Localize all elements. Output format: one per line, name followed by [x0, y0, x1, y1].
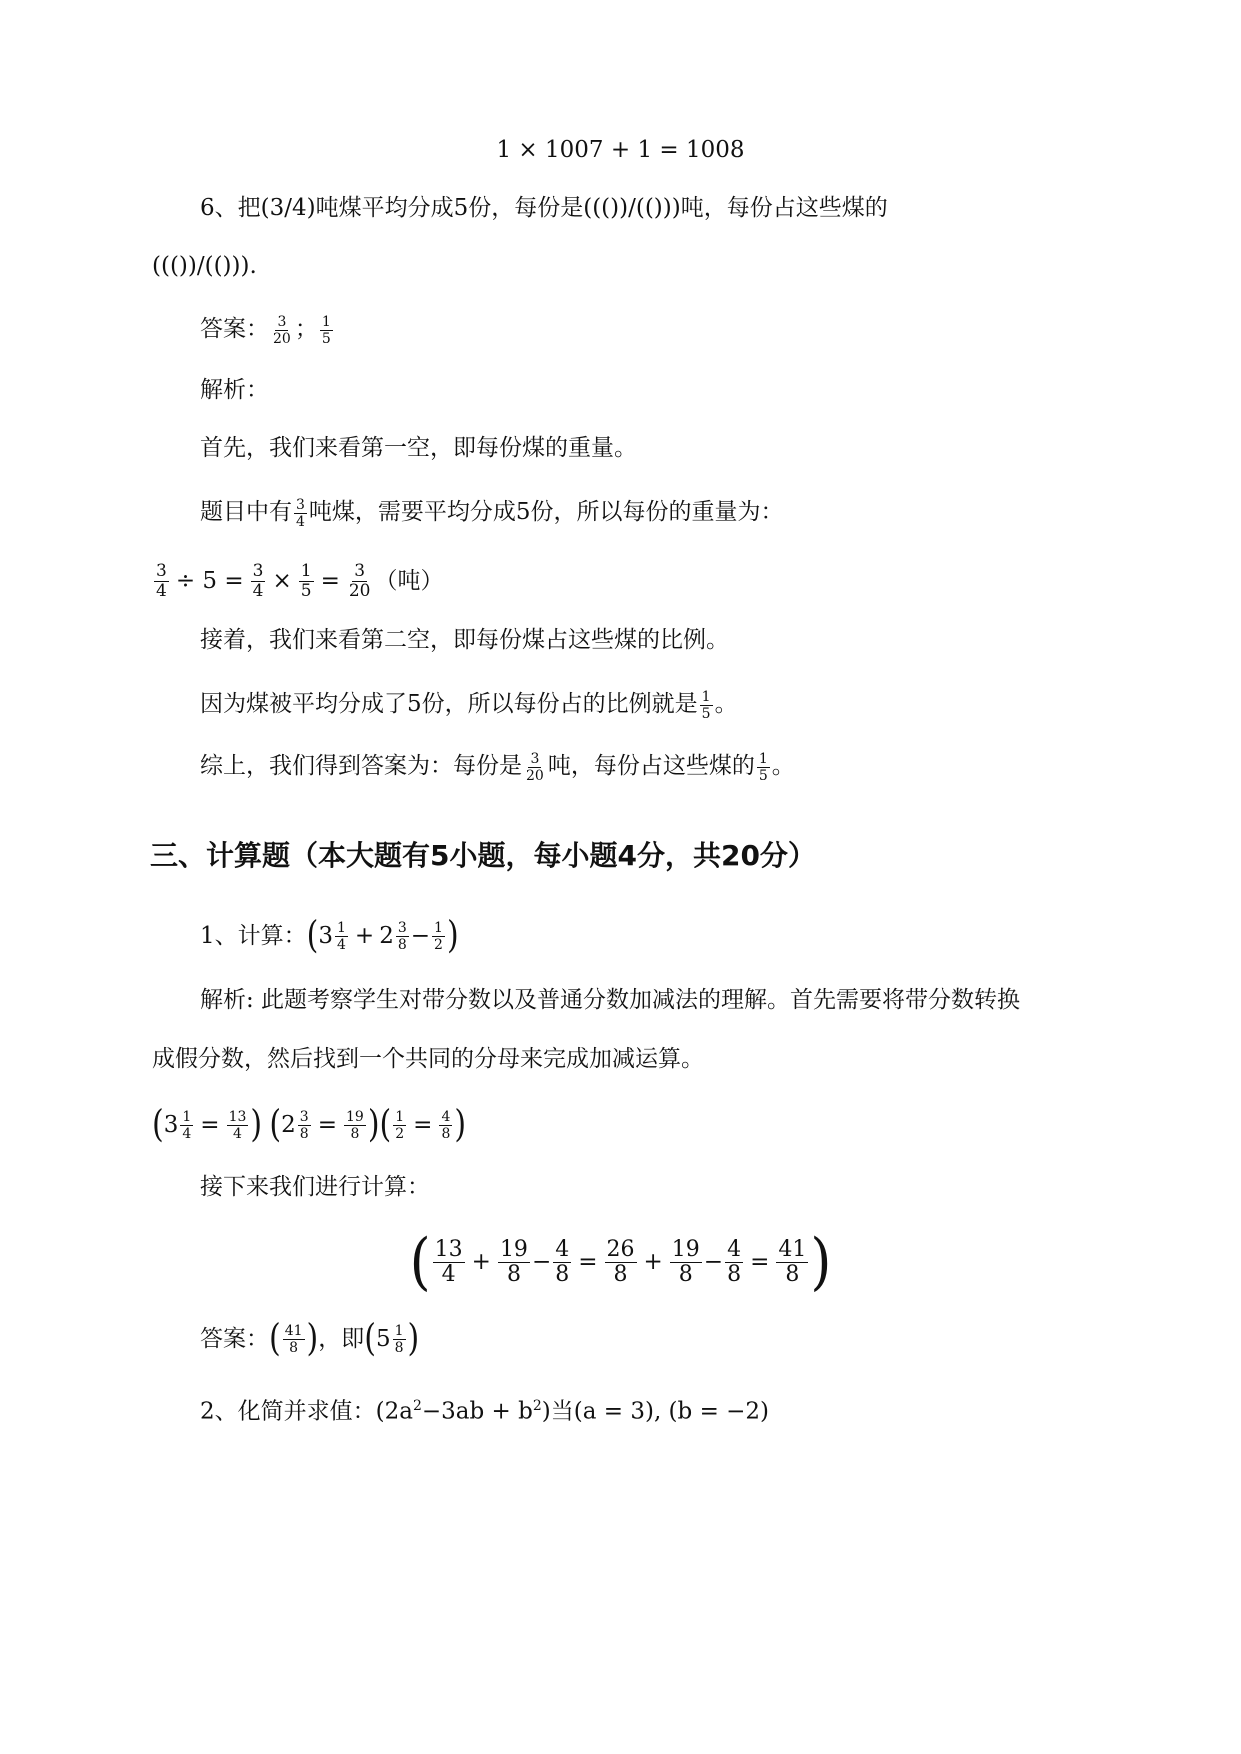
q6-next-paragraph: 接着，我们来看第二空，即每份煤占这些煤的比例。	[200, 627, 729, 653]
c1-analysis-line2: 成假分数，然后找到一个共同的分母来完成加减运算。	[152, 1046, 704, 1072]
fraction: $\frac{19}{8}$	[345, 1108, 364, 1142]
fraction: $\frac{4}{8}$	[555, 1236, 570, 1287]
top-equation: 1 × 1007 + 1 = 1008	[496, 137, 745, 163]
fraction: $\frac{1}{5}$	[321, 313, 331, 347]
analysis-label: 解析：	[200, 377, 269, 403]
c1-big-equation: ( $\frac{13}{4}$ + $\frac{19}{8}$ − $\frac{4}{8}$ = $\frac{26}{8}$ + $\frac{19}{8}$ − $\frac{4}{8}$ = $\frac{41}{8}$ )	[409, 1225, 832, 1298]
fraction: $\frac{41}{8}$	[284, 1322, 303, 1356]
fraction: $\frac{4}{8}$	[441, 1108, 451, 1142]
fraction: $\frac{3}{20}$	[273, 313, 291, 347]
answer-label: 答案：	[200, 316, 269, 342]
fraction: $\frac{3}{20}$	[348, 560, 371, 601]
c1-conversion: ( 3 $\frac{1}{4}$ = $\frac{13}{4}$ ) ( 2 $\frac{3}{8}$ = $\frac{19}{8}$ ) ( $\frac{1}{2}$ = $\frac{4}{8}$ )	[152, 1102, 467, 1147]
fraction: $\frac{4}{8}$	[727, 1236, 742, 1287]
c1-analysis-line1: 解析: 此题考察学生对带分数以及普通分数加减法的理解。首先需要将带分数转换	[200, 987, 1021, 1013]
q6-calculation: $\frac{3}{4}$ ÷ 5 = $\frac{3}{4}$ × $\frac{1}{5}$ = $\frac{3}{20}$ （吨）	[156, 560, 444, 601]
fraction: $\frac{13}{4}$	[228, 1108, 247, 1142]
fraction: $\frac{19}{8}$	[499, 1236, 528, 1287]
fraction: $\frac{26}{8}$	[606, 1236, 635, 1287]
fraction: $\frac{41}{8}$	[778, 1236, 807, 1287]
q6-first-paragraph: 首先，我们来看第一空，即每份煤的重量。	[200, 435, 637, 461]
fraction: $\frac{1}{5}$	[758, 750, 768, 784]
fraction: $\frac{3}{8}$	[299, 1108, 309, 1142]
fraction: $\frac{3}{4}$	[156, 560, 167, 601]
c2-question: 2、化简并求值：$(2a^2-3ab + b^2)$当(a = 3), (b = −2)	[200, 1398, 770, 1425]
q6-because-paragraph: 因为煤被平均分成了5份，所以每份占的比例就是 $\frac{1}{5}$ 。	[200, 688, 738, 722]
q6-question-line: 题目中有 $\frac{3}{4}$ 吨煤，需要平均分成5份，所以每份的重量为：	[200, 496, 784, 530]
fraction: $\frac{1}{2}$	[434, 919, 443, 953]
c1-next-paragraph: 接下来我们进行计算：	[200, 1174, 430, 1200]
c1-answer: 答案： ( $\frac{41}{8}$ ) ，即 ( 5 $\frac{1}{8}$ )	[200, 1316, 420, 1361]
fraction: $\frac{1}{4}$	[337, 919, 346, 953]
fraction: $\frac{3}{4}$	[296, 496, 305, 530]
q6-text-line2: ((())/(())).	[152, 253, 257, 279]
fraction: $\frac{19}{8}$	[671, 1236, 700, 1287]
section-heading: 三、计算题（本大题有5小题，每小题4分，共20分）	[150, 839, 816, 872]
fraction: $\frac{1}{8}$	[394, 1322, 404, 1356]
fraction: $\frac{3}{8}$	[397, 919, 407, 953]
q6-answer: 答案： $\frac{3}{20}$ ； $\frac{1}{5}$	[200, 313, 331, 347]
fraction: $\frac{1}{2}$	[395, 1108, 405, 1142]
q6-summary-paragraph: 综上，我们得到答案为：每份是 $\frac{3}{20}$ 吨，每份占这些煤的 $\frac{1}{5}$ 。	[200, 750, 795, 784]
c1-question: 1、计算： ( 3 $\frac{1}{4}$ + 2 $\frac{3}{8}$ − $\frac{1}{2}$ )	[200, 913, 459, 958]
fraction: $\frac{1}{5}$	[701, 688, 711, 722]
fraction: $\frac{3}{20}$	[526, 750, 544, 784]
fraction: $\frac{1}{5}$	[300, 560, 312, 601]
fraction: $\frac{1}{4}$	[182, 1108, 192, 1142]
fraction: $\frac{13}{4}$	[434, 1236, 463, 1287]
q6-text-line1: 6、把(3/4)吨煤平均分成5份，每份是((())/(()))吨，每份占这些煤的	[200, 195, 888, 221]
fraction: $\frac{3}{4}$	[252, 560, 264, 601]
